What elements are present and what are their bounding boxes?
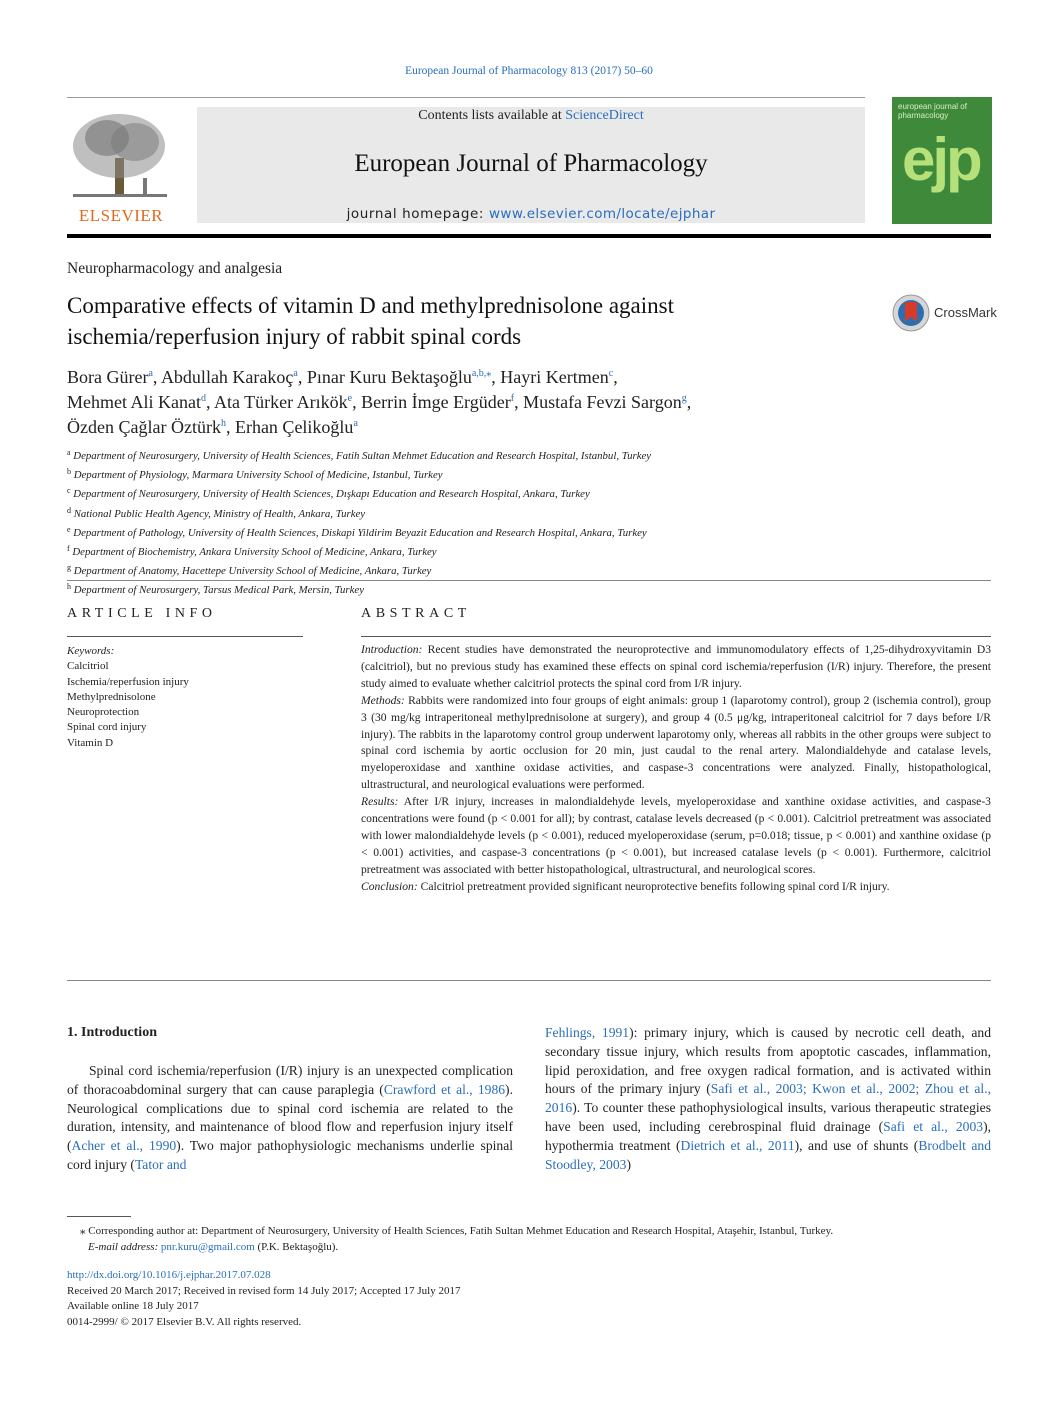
received-dates: Received 20 March 2017; Received in revised form 14 July 2017; Accepted 17 July 2017 (67, 1284, 461, 1297)
author-affiliation-mark[interactable]: h (220, 418, 226, 429)
affiliation-text: Department of Neurosurgery, University of Health Sciences, Fatih Sultan Mehmet Education and Research Hospital, Istanbul, Turkey (73, 450, 652, 462)
keyword-item: Calcitriol (67, 660, 109, 673)
email-link[interactable]: pnr.kuru@gmail.com (160, 1241, 255, 1253)
author-affiliation-mark[interactable]: a (293, 368, 298, 379)
available-online: Available online 18 July 2017 (67, 1300, 199, 1312)
divider-rule-bottom (67, 980, 991, 981)
body-text: ). Two major pathophysiologic mechanisms underlie spinal cord injury ( (67, 1138, 514, 1172)
homepage-link[interactable]: www.elsevier.com/locate/ejphar (488, 206, 716, 222)
affiliation-item (67, 522, 967, 541)
abstract-section-label: Introduction: (361, 643, 423, 656)
elsevier-logo (67, 108, 175, 226)
corresponding-author: ⁎ Corresponding author at: Department of Neurosurgery, University of Health Sciences, Fatih Sultan Mehmet Education and Research Hospital, Ataşehir, Istanbul, Turkey. (80, 1225, 834, 1237)
author-separator: , (225, 417, 235, 437)
abstract-section (361, 642, 991, 693)
citation-link[interactable]: Acher et al., 1990 (71, 1138, 177, 1154)
doi-link[interactable]: http://dx.doi.org/10.1016/j.ejphar.2017.07.028 (67, 1269, 271, 1281)
affiliation-item (67, 483, 967, 502)
abstract-body (361, 642, 991, 896)
author-name: Erhan Çelikoğlu (234, 417, 354, 437)
author-name: Ata Türker Arıkök (214, 392, 348, 412)
keyword-item: Vitamin D (67, 736, 114, 749)
citation-link[interactable]: Safi et al., 2003 (883, 1118, 984, 1134)
abstract-section-label: Methods: (361, 693, 405, 707)
footnote-rule (67, 1216, 131, 1217)
citation-link[interactable]: Tator and (134, 1156, 187, 1172)
affiliation-key: h (67, 582, 71, 592)
crossmark-icon (892, 294, 930, 332)
body-text: ) (626, 1156, 631, 1172)
abstract-section (361, 879, 991, 896)
keyword-item: Ischemia/reperfusion injury (67, 675, 189, 688)
affiliation-text: Department of Anatomy, Hacettepe University School of Medicine, Ankara, Turkey (73, 565, 432, 578)
body-text: ). Neurological complications due to spinal cord ischemia are related to the duration, intensity, and maintenance of blood flow and reperfusion injury itself ( (67, 1081, 513, 1154)
journal-cover[interactable] (892, 97, 992, 224)
citation-link[interactable]: Crawford et al., 1986 (383, 1081, 506, 1097)
abstract-section-text: Calcitriol pretreatment provided significant neuroprotective benefits following spinal cord I/R injury. (420, 879, 890, 893)
author-name: Özden Çağlar Öztürk (67, 417, 221, 437)
email-owner: (P.K. Bektaşoğlu). (257, 1241, 339, 1253)
body-text: Spinal cord ischemia/reperfusion (I/R) injury is an unexpected complication of thoracoabdominal surgery that can cause paraplegia ( (67, 1063, 513, 1097)
keywords-list (67, 659, 189, 751)
author-name: Bora Gürer (67, 367, 149, 387)
abstract-section-label: Conclusion: (361, 879, 418, 893)
affiliation-item (67, 445, 967, 464)
email-label: E-mail address: (88, 1241, 159, 1253)
author-separator: , (152, 367, 161, 387)
author-separator: , (205, 392, 214, 412)
introduction-column-2 (545, 1024, 991, 1174)
keywords-label: Keywords: (67, 645, 115, 657)
crossmark-label: CrossMark (934, 305, 997, 320)
author-affiliation-mark[interactable]: a (353, 418, 358, 429)
keyword-item: Methylprednisolone (67, 690, 156, 703)
contents-label: Contents lists available at (418, 108, 566, 123)
keyword-item: Spinal cord injury (67, 721, 147, 734)
abstract-rule (361, 636, 991, 637)
author-list (67, 363, 947, 438)
affiliation-key: g (67, 563, 71, 573)
author-separator: , (686, 392, 692, 412)
introduction-heading: 1. Introduction (67, 1025, 157, 1040)
article-section: Neuropharmacology and analgesia (67, 260, 283, 277)
author-separator: , (514, 392, 524, 412)
citation-link[interactable]: Brodbelt and Stoodley, 2003 (545, 1137, 991, 1172)
contents-available (197, 108, 865, 124)
elsevier-wordmark: ELSEVIER (78, 206, 164, 225)
affiliation-text: Department of Biochemistry, Ankara University School of Medicine, Ankara, Turkey (72, 546, 437, 559)
affiliation-item (67, 464, 967, 483)
cover-mark: ejp (902, 126, 980, 193)
author-name: Abdullah Karakoç (160, 367, 294, 387)
email-line (80, 1239, 980, 1255)
affiliation-key: c (67, 486, 71, 496)
author-separator: , (613, 367, 618, 387)
journal-title: European Journal of Pharmacology (354, 150, 708, 177)
author-name: Hayri Kertmen (500, 367, 609, 387)
body-text: ). To counter these pathophysiological insults, various therapeutic strategies have been used, including cerebrospinal fluid drainage ( (545, 1100, 991, 1134)
article-info-rule (67, 636, 303, 637)
abstract-heading: ABSTRACT (361, 606, 471, 621)
affiliation-text: Department of Physiology, Marmara University School of Medicine, Istanbul, Turkey (73, 469, 443, 482)
author-affiliation-mark[interactable]: g (681, 393, 687, 404)
affiliation-text: Department of Neurosurgery, University of Health Sciences, Dışkapı Education and Research Hospital, Ankara, Turkey (73, 488, 590, 501)
crossmark-badge[interactable] (892, 294, 997, 332)
affiliation-key: d (67, 505, 71, 515)
article-title: Comparative effects of vitamin D and methylprednisolone against ischemia/reperfusion injury of rabbit spinal cords (67, 293, 674, 349)
journal-homepage (197, 206, 865, 222)
author-affiliation-mark[interactable]: e (347, 393, 353, 404)
affiliation-text: Department of Pathology, University of Health Sciences, Diskapi Yildirim Beyazit Education and Research Hospital, Ankara, Turkey (73, 526, 647, 539)
author-separator: , (352, 392, 362, 412)
author-affiliation-mark[interactable]: a,b,⁎ (471, 368, 492, 379)
affiliation-key: f (67, 544, 70, 554)
affiliation-text: Department of Neurosurgery, Tarsus Medical Park, Mersin, Turkey (73, 584, 365, 597)
publication-info (67, 1268, 460, 1330)
author-name: Mustafa Fevzi Sargon (523, 392, 682, 412)
author-separator: , (297, 367, 307, 387)
header-top-rule (67, 97, 865, 98)
author-affiliation-mark[interactable]: f (510, 393, 515, 404)
corresponding-footnote (80, 1223, 980, 1255)
citation-link[interactable]: Fehlings, 1991 (545, 1025, 630, 1040)
citation-link[interactable]: Dietrich et al., 2011 (680, 1137, 795, 1153)
abstract-section-label: Results: (361, 795, 399, 809)
author-name: Mehmet Ali Kanat (67, 392, 201, 412)
author-name: Berrin İmge Ergüder (361, 392, 511, 412)
affiliation-list (67, 445, 967, 599)
affiliation-key: b (67, 467, 71, 477)
author-affiliation-mark[interactable]: c (608, 368, 614, 379)
body-text: ): primary injury, which is caused by necrotic cell death, and secondary tissue injury, which results from apoptotic cascades, inflammation, lipid peroxidation, and free oxygen radical formation, and is activated within hours of the primary injury ( (545, 1025, 992, 1097)
keywords-block (67, 644, 189, 751)
body-text: ), and use of shunts ( (794, 1137, 919, 1153)
author-affiliation-mark[interactable]: d (200, 393, 206, 404)
affiliation-text: National Public Health Agency, Ministry of Health, Ankara, Turkey (73, 507, 366, 520)
keyword-item: Neuroprotection (67, 706, 140, 719)
homepage-label: journal homepage: (346, 206, 489, 222)
divider-rule (67, 580, 991, 581)
citation-link[interactable]: Safi et al., 2003; Kwon et al., 2002; Zhou et al., 2016 (545, 1081, 991, 1116)
abstract-section (361, 794, 991, 879)
abstract-section (361, 693, 991, 794)
abstract-section-text: Recent studies have demonstrated the neuroprotective and immunomodulatory effects of 1,25-dihydroxyvitamin D3 (calcitriol), but no previous study has examined these effects on spinal cord ischemia/reperfusion (I/R) injury. Therefore, the present study aimed to evaluate whether calcitriol protects the spinal cord from I/R injury. (361, 643, 991, 690)
affiliation-item (67, 560, 967, 579)
journal-citation-link[interactable]: European Journal of Pharmacology 813 (2017) 50–60 (405, 65, 653, 77)
abstract-section-text: After I/R injury, increases in malondialdehyde levels, myeloperoxidase and xanthine oxidase activities, and caspase-3 concentrations were found (p < 0.001 for all); by contrast, catalase levels decreased (p < 0.001). Calcitriol pretreatment was associated with lower malondialdehyde levels (p < 0.001), reduced myeloperoxidase (serum, p=0.018; tissue, p < 0.001) and xanthine oxidase (p < 0.001) activities, and caspase-3 concentrations (p < 0.001), but increased catalase levels (p < 0.001). Furthermore, calcitriol pretreatment was associated with better histopathological, ultrastructural, and neurological scores. (361, 795, 991, 876)
cover-title: european journal of pharmacology (898, 102, 967, 120)
sciencedirect-link[interactable]: ScienceDirect (565, 108, 644, 123)
affiliation-item (67, 503, 967, 522)
author-name: Pınar Kuru Bektaşoğlu (306, 367, 472, 387)
abstract-section-text: Rabbits were randomized into four groups of eight animals: group 1 (laparotomy control), group 2 (ischemia control), group 3 (30 mg/kg intraperitoneal methylprednisolone at surgery), and group 4 (0.5 μg/kg, intraperitoneal calcitriol for 7 days before I/R injury). The rabbits in the laparotomy control group underwent laparotomy only, whereas all rabbits in the other groups were subject to spinal cord ischemia by aortic occlusion for 20 min, just caudal to the renal artery. Malondialdehyde and catalase levels, myeloperoxidase and xanthine oxidase activities, and caspase-3 concentrations were analyzed. Finally, histopathological, ultrastructural, and neurological evaluations were performed. (361, 693, 991, 792)
header-thick-rule (67, 234, 991, 238)
author-separator: , (491, 367, 501, 387)
body-text: ), hypothermia treatment ( (545, 1118, 991, 1153)
introduction-column-1 (67, 1062, 513, 1175)
author-affiliation-mark[interactable]: a (148, 368, 153, 379)
affiliation-key: a (67, 448, 71, 457)
affiliation-key: e (67, 524, 71, 534)
affiliation-item (67, 541, 967, 560)
copyright: 0014-2999/ © 2017 Elsevier B.V. All rights reserved. (67, 1315, 302, 1328)
affiliation-item (67, 579, 967, 598)
article-info-heading: ARTICLE INFO (67, 606, 217, 621)
